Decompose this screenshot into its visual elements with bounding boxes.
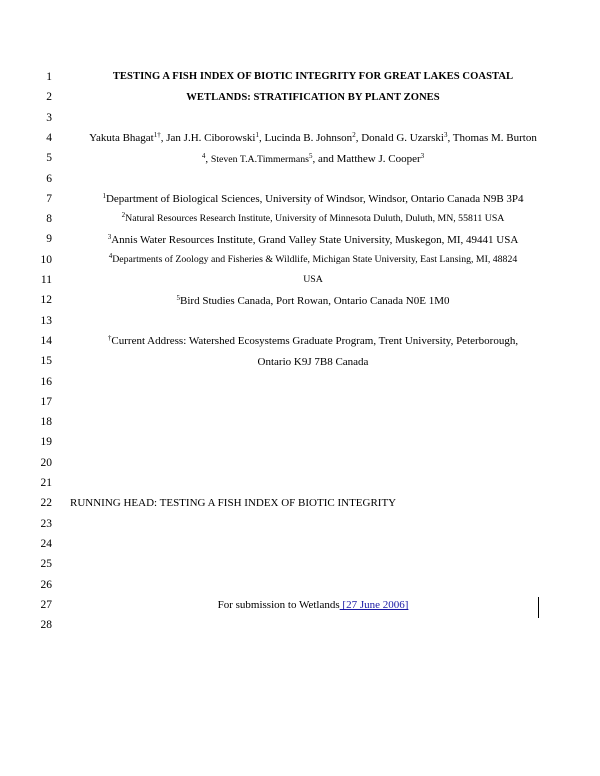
author-name: Steven T.A.Timmermans (210, 154, 309, 165)
author-name: Donald G. Uzarski (361, 132, 444, 144)
current-address-line-1 (66, 331, 560, 351)
line-number: 26 (40, 578, 52, 591)
affiliation-2 (66, 209, 560, 229)
author-superscript: 4 (201, 152, 206, 160)
line-number: 10 (40, 253, 52, 266)
author-name: Yakuta Bhagat (89, 132, 154, 144)
author-separator: , and (312, 153, 337, 165)
change-bar (538, 597, 539, 618)
affiliation-superscript: 4 (108, 252, 113, 260)
affiliation-text: Department of Biological Sciences, University of Windsor, Windsor, Ontario Canada N9B 3P4 (105, 193, 524, 205)
current-address-text: Current Address: Watershed Ecosystems Graduate Program, Trent University, Peterborough, (111, 335, 519, 347)
affiliation-superscript: 2 (121, 211, 126, 219)
author-superscript: 5 (308, 152, 313, 160)
line-number: 4 (46, 131, 52, 144)
line-number: 9 (46, 233, 52, 246)
running-head: RUNNING HEAD: TESTING A FISH INDEX OF BIOTIC INTEGRITY (70, 497, 397, 509)
author-separator: , (258, 132, 265, 144)
affiliation-text: Bird Studies Canada, Port Rowan, Ontario Canada N0E 1M0 (180, 295, 450, 307)
line-number: 19 (40, 436, 52, 449)
author-name: Jan J.H. Ciborowski (166, 132, 256, 144)
current-address-superscript: † (107, 334, 112, 342)
title-line-2: WETLANDS: STRATIFICATION BY PLANT ZONES (186, 92, 440, 103)
line-number: 11 (40, 274, 52, 286)
author-superscript: 2 (352, 131, 356, 139)
affiliation-text: Annis Water Resources Institute, Grand Valley State University, Muskegon, MI, 49441 USA (111, 234, 519, 246)
line-number: 23 (40, 517, 52, 530)
author-superscript: 1† (153, 131, 161, 139)
author-superscript: 3 (443, 131, 448, 139)
affiliation-1 (66, 189, 560, 209)
line-number: 3 (46, 111, 52, 124)
affiliation-text: Natural Resources Research Institute, University of Minnesota Duluth, Duluth, MN, 55811 USA (125, 213, 505, 224)
affiliation-superscript: 3 (107, 233, 112, 241)
affiliation-5 (66, 291, 560, 311)
line-number: 7 (46, 192, 52, 205)
line-number: 16 (40, 375, 52, 388)
line-number: 24 (40, 537, 52, 550)
author-separator: , (160, 132, 167, 144)
affiliation-4 (66, 250, 560, 270)
line-number: 20 (40, 456, 52, 469)
author-name: Thomas M. Burton (452, 132, 537, 144)
line-number: 17 (40, 395, 52, 408)
current-address-line-2: Ontario K9J 7B8 Canada (257, 356, 369, 368)
line-number: 1 (46, 71, 52, 83)
line-number: 25 (40, 558, 52, 571)
affiliation-text: Departments of Zoology and Fisheries & Wildlife, Michigan State University, East Lansing, MI, 48824 (112, 254, 518, 265)
author-line-1 (66, 128, 560, 148)
author-name: Matthew J. Cooper (336, 153, 421, 165)
author-separator: , (447, 132, 453, 144)
line-number: 27 (40, 598, 52, 611)
author-superscript: 1 (255, 131, 259, 139)
line-number: 14 (40, 334, 52, 347)
title-line-1: TESTING A FISH INDEX OF BIOTIC INTEGRITY FOR GREAT LAKES COASTAL (112, 71, 514, 82)
author-separator: , (205, 153, 211, 165)
line-number: 5 (46, 152, 52, 165)
submission-date-link[interactable]: [27 June 2006] (339, 599, 409, 611)
author-superscript: 3 (420, 152, 425, 160)
affiliation-3 (66, 230, 560, 250)
line-number: 22 (40, 497, 52, 510)
line-number: 2 (46, 91, 52, 104)
affiliation-4-continued: USA (303, 274, 323, 285)
submission-text: For submission to Wetlands (217, 599, 340, 611)
line-number: 6 (46, 172, 52, 185)
line-number: 18 (40, 416, 52, 429)
author-separator: , (355, 132, 362, 144)
affiliation-superscript: 1 (102, 192, 106, 200)
author-name: Lucinda B. Johnson (264, 132, 353, 144)
line-number: 28 (40, 619, 52, 632)
submission-line (66, 595, 560, 615)
line-number: 21 (40, 477, 52, 489)
line-number: 12 (40, 294, 52, 307)
affiliation-superscript: 5 (176, 294, 181, 302)
line-number: 8 (46, 213, 52, 226)
author-line-2 (66, 149, 560, 170)
line-number: 13 (40, 314, 52, 327)
line-number: 15 (40, 355, 52, 368)
